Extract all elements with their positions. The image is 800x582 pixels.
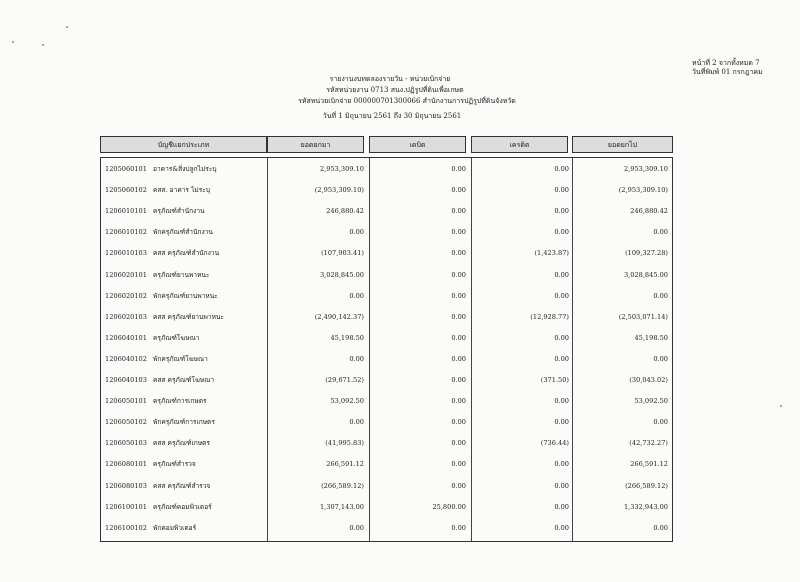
opening-balance: (107,903.41) xyxy=(321,249,364,258)
closing-balance: 3,028,845.00 xyxy=(623,270,668,279)
debit-amount: 0.00 xyxy=(451,333,466,342)
closing-balance: 0.00 xyxy=(653,228,668,237)
debit-amount: 0.00 xyxy=(451,481,466,490)
closing-balance: (2,503,071.14) xyxy=(618,312,668,321)
credit-amount: 0.00 xyxy=(554,418,569,427)
credit-amount: 0.00 xyxy=(554,502,569,511)
table-row xyxy=(101,180,674,201)
debit-amount: 0.00 xyxy=(451,312,466,321)
closing-balance: 2,953,309.10 xyxy=(623,165,668,173)
debit-amount: 0.00 xyxy=(451,270,466,279)
account-name: คสส ครุภัณฑ์โฆษณา xyxy=(153,376,215,384)
table-row xyxy=(101,370,674,391)
closing-balance: 0.00 xyxy=(653,418,668,427)
opening-balance: (41,995.83) xyxy=(325,439,364,448)
page-number: หน้าที่ 2 จากทั้งหมด 7 xyxy=(692,59,760,67)
closing-balance: 246,880.42 xyxy=(630,207,668,216)
table-row xyxy=(101,454,674,475)
account-code: 1206020101 xyxy=(105,270,147,279)
account-name: พักครุภัณฑ์สำนักงาน xyxy=(153,228,213,237)
scan-speck xyxy=(12,41,14,43)
table-row xyxy=(101,201,674,222)
account-code: 1206010101 xyxy=(105,207,147,216)
credit-amount: 0.00 xyxy=(554,291,569,300)
debit-amount: 0.00 xyxy=(451,439,466,448)
debit-amount: 0.00 xyxy=(451,523,466,532)
closing-balance: (109,327.28) xyxy=(625,249,668,258)
table-row xyxy=(101,286,674,307)
account-code: 1206010103 xyxy=(105,249,147,258)
closing-balance: (2,953,309.10) xyxy=(618,186,668,195)
account-code: 1206020103 xyxy=(105,312,147,321)
account-name: คสส ครุภัณฑ์ยานพาหนะ xyxy=(153,312,224,321)
opening-balance: 0.00 xyxy=(349,291,364,300)
table-row xyxy=(101,391,674,412)
account-code: 1206050101 xyxy=(105,397,147,406)
account-name: คสส ครุภัณฑ์เกษตร xyxy=(153,439,210,448)
credit-amount: 0.00 xyxy=(554,460,569,469)
debit-amount: 0.00 xyxy=(451,397,466,406)
account-code: 1206080101 xyxy=(105,460,147,469)
credit-amount: 0.00 xyxy=(554,523,569,532)
account-name: พักครุภัณฑ์ยานพาหนะ xyxy=(153,291,218,300)
opening-balance: 0.00 xyxy=(349,354,364,363)
table-row xyxy=(101,476,674,497)
debit-amount: 0.00 xyxy=(451,460,466,469)
account-code: 1206080103 xyxy=(105,481,147,490)
disbursement-unit-line: รหัสหน่วยเบิกจ่าย 000000701300066 สำนักงานการปฏิรูปที่ดินจังหวัด xyxy=(298,97,516,105)
credit-amount: 0.00 xyxy=(554,481,569,490)
closing-balance: (42,732.27) xyxy=(629,439,668,448)
table-row xyxy=(101,222,674,243)
closing-balance: 266,591.12 xyxy=(630,460,668,469)
column-header-credit: เครดิต xyxy=(471,136,568,153)
scan-speck xyxy=(42,44,44,46)
report-title: รายงานงบทดลองรายวัน - หน่วยเบิกจ่าย xyxy=(329,75,451,83)
credit-amount: 0.00 xyxy=(554,186,569,195)
trial-balance-table xyxy=(100,157,673,542)
opening-balance: (2,490,142.37) xyxy=(314,312,364,321)
account-code: 1206040101 xyxy=(105,333,147,342)
opening-balance: 246,880.42 xyxy=(326,207,364,216)
credit-amount: 0.00 xyxy=(554,270,569,279)
debit-amount: 0.00 xyxy=(451,418,466,427)
debit-amount: 0.00 xyxy=(451,207,466,216)
debit-amount: 0.00 xyxy=(451,249,466,258)
column-header-opening: ยอดยกมา xyxy=(267,136,364,153)
table-row xyxy=(101,307,674,328)
credit-amount: 0.00 xyxy=(554,228,569,237)
closing-balance: 0.00 xyxy=(653,291,668,300)
debit-amount: 0.00 xyxy=(451,165,466,173)
opening-balance: 45,198.50 xyxy=(330,333,364,342)
closing-balance: 0.00 xyxy=(653,354,668,363)
account-name: อาคาร&สิ่งปลูกไม่ระบุ xyxy=(153,165,217,173)
table-row xyxy=(101,328,674,349)
account-name: คสส ครุภัณฑ์สำนักงาน xyxy=(153,249,220,258)
column-header-account: บัญชีแยกประเภท xyxy=(100,136,267,153)
account-code: 1206050103 xyxy=(105,439,147,448)
credit-amount: 0.00 xyxy=(554,333,569,342)
column-header-closing: ยอดยกไป xyxy=(572,136,673,153)
account-name: ครุภัณฑ์ยานพาหนะ xyxy=(153,270,210,279)
credit-amount: 0.00 xyxy=(554,207,569,216)
table-row xyxy=(101,243,674,264)
debit-amount: 0.00 xyxy=(451,291,466,300)
credit-amount: (12,928.77) xyxy=(530,312,569,321)
closing-balance: 45,198.50 xyxy=(634,333,668,342)
closing-balance: (30,043.02) xyxy=(629,376,668,384)
opening-balance: (2,953,309.10) xyxy=(314,186,364,195)
debit-amount: 0.00 xyxy=(451,186,466,195)
account-name: ครุภัณฑ์คอมพิวเตอร์ xyxy=(153,502,212,511)
scan-speck xyxy=(66,26,68,28)
account-code: 1205060102 xyxy=(105,186,147,195)
closing-balance: (266,589.12) xyxy=(625,481,668,490)
opening-balance: 0.00 xyxy=(349,228,364,237)
account-code: 1206040102 xyxy=(105,354,147,363)
report-period: วันที่ 1 มิถุนายน 2561 ถึง 30 มิถุนายน 2561 xyxy=(322,112,462,120)
account-name: พักครุภัณฑ์การเกษตร xyxy=(153,418,215,427)
account-name: คสส ครุภัณฑ์สำรวจ xyxy=(153,481,211,490)
table-row xyxy=(101,265,674,286)
opening-balance: 53,092.50 xyxy=(330,397,364,406)
opening-balance: (266,589.12) xyxy=(321,481,364,490)
account-code: 1206050102 xyxy=(105,418,147,427)
table-row xyxy=(101,159,674,180)
account-name: คสส. อาคาร ไม่ระบุ xyxy=(153,186,210,195)
credit-amount: 0.00 xyxy=(554,397,569,406)
column-header-debit: เดบิต xyxy=(369,136,466,153)
account-code: 1205060101 xyxy=(105,165,147,173)
account-code: 1206100101 xyxy=(105,502,147,511)
table-row xyxy=(101,518,674,539)
account-code: 1206020102 xyxy=(105,291,147,300)
debit-amount: 0.00 xyxy=(451,354,466,363)
table-row xyxy=(101,412,674,433)
account-name: ครุภัณฑ์สำนักงาน xyxy=(153,207,205,216)
opening-balance: 0.00 xyxy=(349,523,364,532)
account-code: 1206100102 xyxy=(105,523,147,532)
credit-amount: (736.44) xyxy=(540,439,569,448)
closing-balance: 1,332,943.00 xyxy=(623,502,668,511)
account-name: ครุภัณฑ์การเกษตร xyxy=(153,397,207,406)
account-name: ครุภัณฑ์โฆษณา xyxy=(153,333,200,342)
print-date: วันที่พิมพ์ 01 กรกฎาคม xyxy=(692,68,763,76)
opening-balance: (29,671.52) xyxy=(325,376,364,384)
table-row xyxy=(101,497,674,518)
account-name: ครุภัณฑ์สำรวจ xyxy=(153,460,196,469)
closing-balance: 53,092.50 xyxy=(634,397,668,406)
account-code: 1206040103 xyxy=(105,376,147,384)
account-name: พักคอมพิวเตอร์ xyxy=(153,523,197,532)
opening-balance: 266,591.12 xyxy=(326,460,364,469)
scan-speck xyxy=(780,405,782,407)
account-name: พักครุภัณฑ์โฆษณา xyxy=(153,354,208,363)
opening-balance: 1,307,143.00 xyxy=(319,502,364,511)
opening-balance: 0.00 xyxy=(349,418,364,427)
debit-amount: 0.00 xyxy=(451,376,466,384)
account-code: 1206010102 xyxy=(105,228,147,237)
credit-amount: 0.00 xyxy=(554,354,569,363)
credit-amount: (1,423.87) xyxy=(534,249,569,258)
table-row xyxy=(101,349,674,370)
closing-balance: 0.00 xyxy=(653,523,668,532)
opening-balance: 2,953,309.10 xyxy=(319,165,364,173)
opening-balance: 3,028,845.00 xyxy=(319,270,364,279)
credit-amount: 0.00 xyxy=(554,165,569,173)
table-row xyxy=(101,433,674,454)
agency-code-line: รหัสหน่วยงาน 0713 สนง.ปฏิรูปที่ดินเพื่อเกษต xyxy=(326,86,464,94)
credit-amount: (371.50) xyxy=(540,376,569,384)
debit-amount: 0.00 xyxy=(451,228,466,237)
debit-amount: 25,800.00 xyxy=(432,502,466,511)
